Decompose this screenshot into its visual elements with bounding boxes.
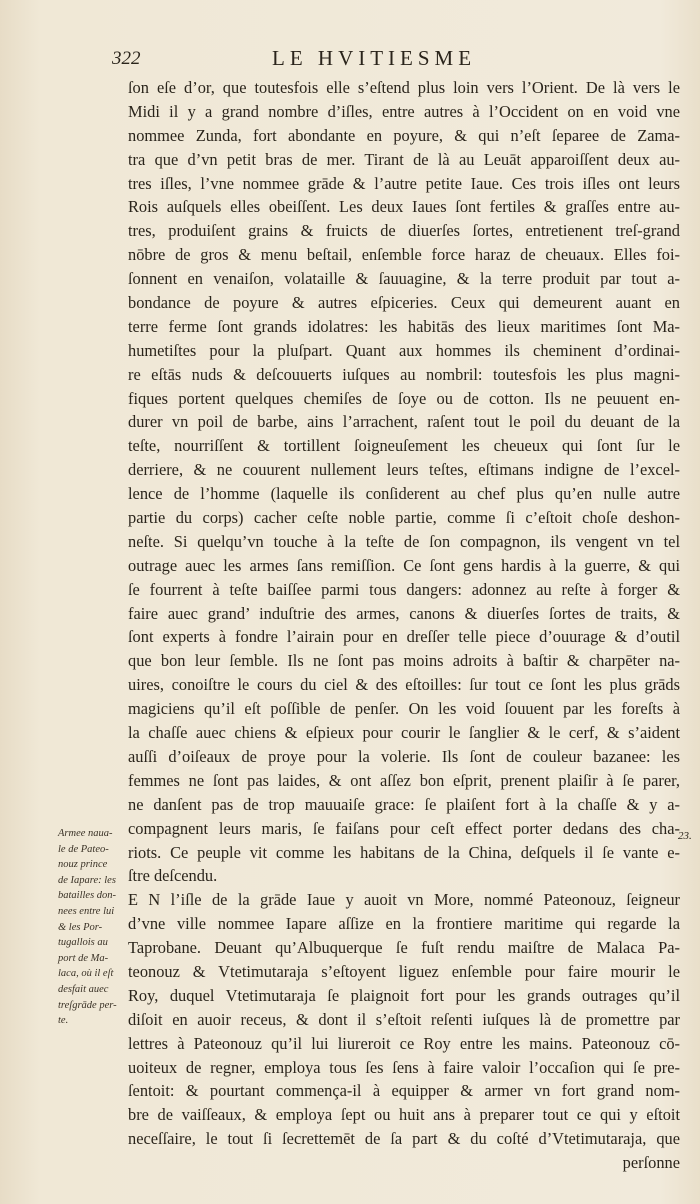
text-line: tra que d’vn petit bras de mer. Tirant de là au Leuāt apparoiſſent deux au- <box>128 149 680 169</box>
margin-number: 23. <box>678 830 692 842</box>
text-line: Roy, duquel Vtetimutaraja ſe plaignoit fort pour les grands outrages qu’il <box>128 985 680 1005</box>
text-line: faire auec grand’ induſtrie des armes, canons & diuerſes ſortes de traits, & <box>128 603 680 623</box>
text-line: terre ferme ſont grands idolatres: les habitās des lieux maritimes ſont Ma- <box>128 316 680 336</box>
text-line: tres iſles, l’vne nommee grāde & l’autre petite Iaue. Ces trois iſles ont leurs <box>128 173 680 193</box>
text-line: tres, produiſent grains & fruicts de diuerſes ſortes, entretienent treſ-grand <box>128 221 680 241</box>
text-line: re eſtās nuds & deſcouuerts iuſques au nombril: toutesfois les plus magni- <box>128 364 680 384</box>
text-line: partie du corps) cacher ceſte noble partie, comme ſi c’eſtoit choſe deshon- <box>128 508 680 528</box>
text-line: fiques portent quelques chemiſes de ſoye ou de cotton. Ils ne peuuent en- <box>128 388 680 408</box>
text-line: neſte. Si quelqu’vn touche à la teſte de ſon compagnon, ils vengent vn tel <box>128 531 680 551</box>
text-line: compagnent leurs maris, ſe faiſans pour ceſt effect porter dedans des cha- <box>128 818 680 838</box>
marginal-note-line: port de Ma- <box>58 952 109 964</box>
text-line: derriere, & ne couurent nullement leurs teſtes, eſtimans indigne de l’excel- <box>128 460 680 480</box>
marginal-note-line: & les Por- <box>58 921 103 933</box>
text-line: teonouz & Vtetimutaraja s’eſtoyent liguez enſemble pour faire mourir le <box>128 961 680 981</box>
text-line: nommee Zunda, fort abondante en poyure, & qui n’eſt ſeparee de Zama- <box>128 125 680 145</box>
marginal-note-line: Armee naua- <box>58 828 113 839</box>
text-line: magiciens qu’il eſt poſſible de penſer. On les void ſouuent par les foreſts à <box>128 699 680 719</box>
text-line: d’vne ville nommee Iapare aſſize en la frontiere maritime qui regarde la <box>128 914 680 934</box>
marginal-note-line: nees entre lui <box>58 905 115 917</box>
text-line: auſſi d’oiſeaux de proye pour la volerie. Ils ſont de couleur bazanee: les <box>128 746 680 766</box>
text-line: bondance de poyure & autres eſpiceries. Ceux qui demeurent auant en <box>128 293 680 313</box>
text-line: perſonne <box>622 1153 680 1173</box>
text-line: ne danſent pas de trop mauuaiſe grace: ſe plaiſent fort à la chaſſe & y a- <box>128 794 680 814</box>
text-line: lettres à Pateonouz qu’il lui liureroit ce Roy entre les mains. Pateonouz cō- <box>128 1033 680 1053</box>
page-number: 322 <box>112 48 141 69</box>
text-line: ſe fourrent à teſte baiſſee parmi tous dangers: adonnez au reſte à forger & <box>128 579 680 599</box>
text-line: riots. Ce peuple vit comme les habitans de la China, deſquels il ſe vante e- <box>128 842 680 862</box>
main-text-block <box>128 76 680 1175</box>
marginal-note-line: de Iapare: les <box>58 874 116 886</box>
text-line: la chaſſe auec chiens & eſpieux pour courir le ſanglier & le cerf, & s’aident <box>128 723 680 743</box>
text-line: lence de l’homme (laquelle ils conſiderent au chef plus qu’en nulle autre <box>128 484 680 504</box>
text-line: ſonnent en venaiſon, volataille & ſauuagine, & la terre produit par tout a- <box>128 269 680 289</box>
marginal-note-line: laca, où il eſt <box>58 968 114 980</box>
marginal-note-line: treſgrāde per- <box>58 999 117 1011</box>
marginal-note-line: batailles don- <box>58 890 117 902</box>
marginal-note-line: tugallois au <box>58 937 108 949</box>
text-line: ſtre deſcendu. <box>128 866 218 886</box>
text-line: ſon eſe d’or, que toutesfois elle s’eſtend plus loin vers l’Orient. De là vers le <box>128 78 680 97</box>
text-line: humetiſtes pour la pluſpart. Quant aux hommes ils cheminent d’ordinai- <box>128 340 680 360</box>
text-line: E N l’iſle de la grāde Iaue y auoit vn More, nommé Pateonouz, ſeigneur <box>128 890 680 910</box>
text-line: uires, conoiſtre le cours du ciel & des eſtoilles: ſur tout ce ſont les plus grāds <box>128 675 680 695</box>
text-line: Taprobane. Deuant qu’Albuquerque ſe fuſt rendu maiſtre de Malaca Pa- <box>128 938 680 958</box>
text-line: diſoit en auoir receus, & dont il s’eſtoit reſenti iuſques là de promettre par <box>128 1009 680 1029</box>
text-line: uoiteux de regner, employa tous ſes ſens à faire valoir l’occaſion qui ſe pre- <box>128 1057 680 1077</box>
marginal-note <box>58 826 130 1029</box>
text-line: Midi il y a grand nombre d’iſles, entre autres à l’Occident on en void vne <box>128 101 680 121</box>
text-line: Rois auſquels elles obeiſſent. Les deux Iaues ſont fertiles & graſſes entre au- <box>128 197 680 217</box>
text-line: femmes ne ſont pas laides, & ont aſſez bon eſprit, prenent plaiſir à ſe parer, <box>128 770 680 790</box>
text-line: outrage auec les armes ſans remiſſion. Ce ſont gens hardis à la guerre, & qui <box>128 555 680 575</box>
running-head: LE HVITIESME <box>272 46 477 70</box>
text-line: ſentoit: & pourtant commença-il à equipper & armer vn fort grand nom- <box>128 1081 680 1101</box>
marginal-note-line: te. <box>58 1015 69 1027</box>
marginal-note-line: desfait auec <box>58 983 109 995</box>
marginal-note-line: nouz prince <box>58 859 108 871</box>
text-line: que bon leur ſemble. Ils ne ſont pas moins adroits à baſtir & charpēter na- <box>128 651 680 671</box>
text-line: teſte, nourriſſent & tortillent ſoigneuſement les cheueux qui ſont ſur le <box>128 436 680 456</box>
text-line: neceſſaire, le tout ſi ſecrettemēt de ſa part & du coſté d’Vtetimutaraja, que <box>128 1129 680 1149</box>
text-line: durer vn poil de barbe, ains l’arrachent, raſent tout le poil du deuant de la <box>128 412 680 432</box>
text-line: ſont experts à fondre l’airain pour en dreſſer telle piece d’ouurage & d’outil <box>128 627 680 647</box>
marginal-note-line: le de Pateo- <box>58 843 109 855</box>
text-line: nōbre de gros & menu beſtail, enſemble force haraz de cheuaux. Elles foi- <box>128 245 680 265</box>
page-header <box>0 48 700 74</box>
text-line: bre de vaiſſeaux, & employa ſept ou huit ans à preparer tout ce qui y eſtoit <box>128 1105 680 1125</box>
